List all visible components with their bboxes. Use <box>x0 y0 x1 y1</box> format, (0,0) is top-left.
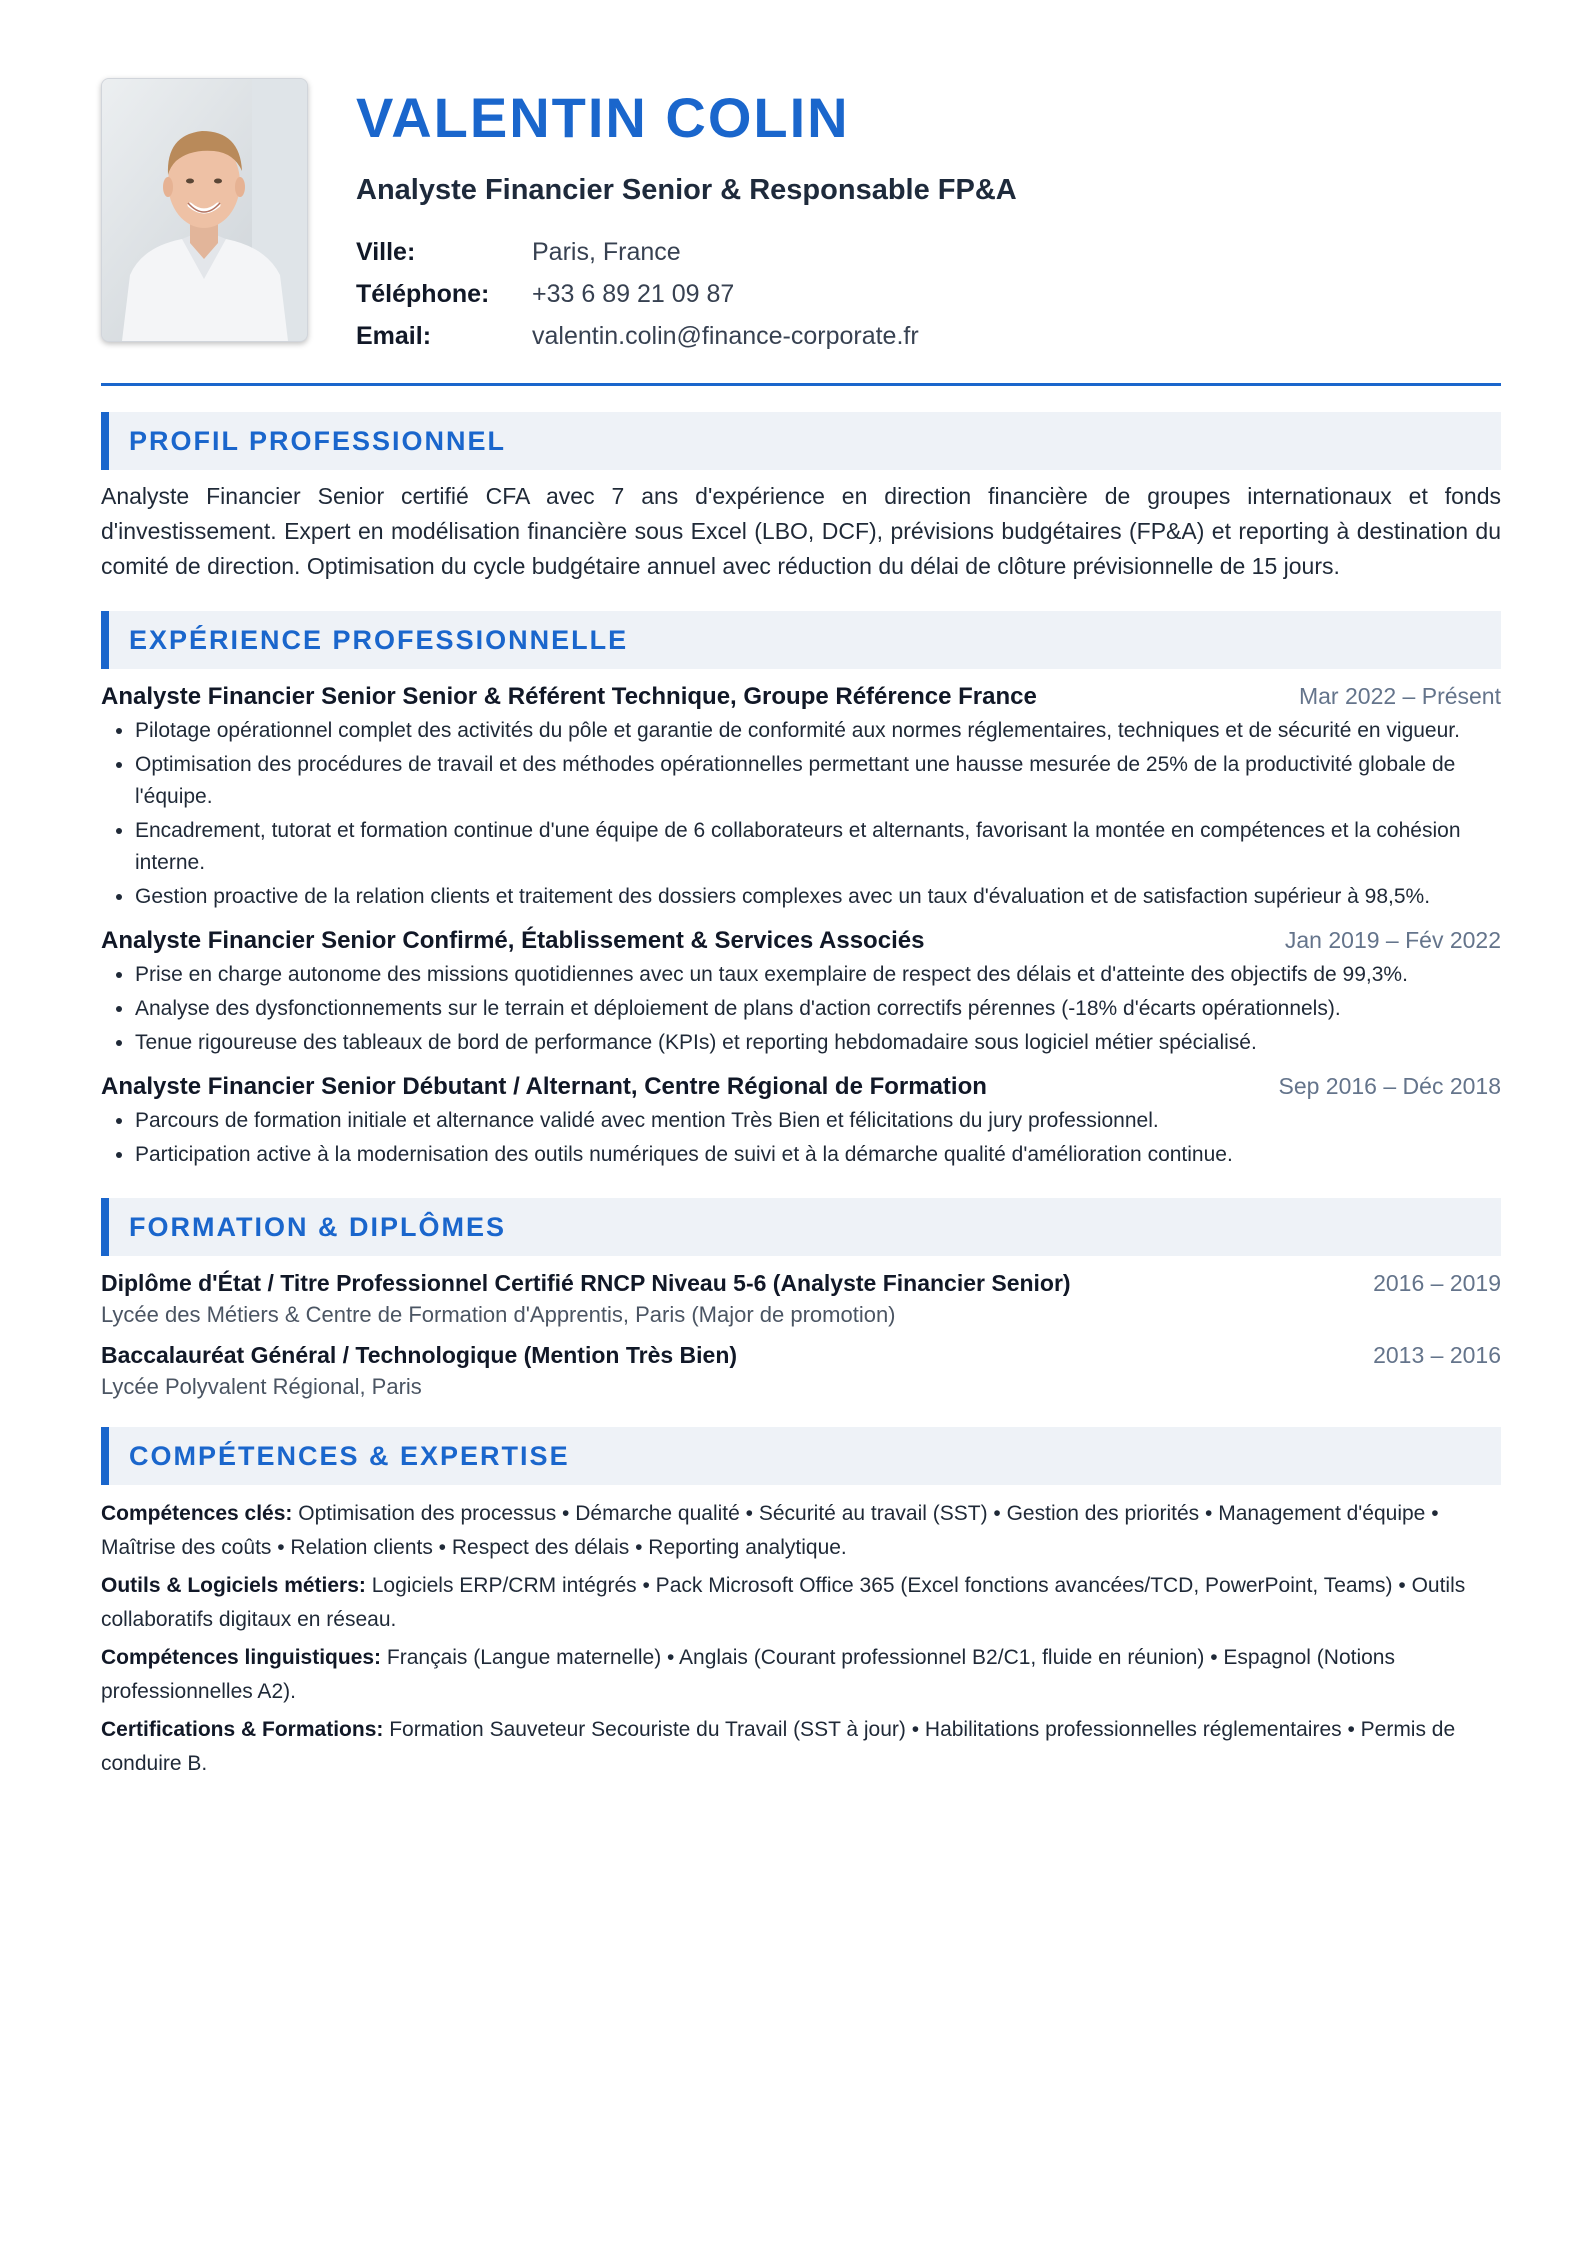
job-bullets <box>101 959 1501 1059</box>
job-entry <box>101 683 1501 913</box>
contact-label: Téléphone: <box>356 279 490 308</box>
job-bullets <box>101 1105 1501 1171</box>
education-dates: 2013 – 2016 <box>1373 1342 1501 1368</box>
candidate-name: VALENTIN COLIN <box>356 86 850 149</box>
skill-text: Français (Langue maternelle) • Anglais (Courant professionnel B2/C1, fluide en réunion) • Espagnol (Notions professionnelles A2). <box>101 1646 1395 1703</box>
education-title: Baccalauréat Général / Technologique (Mention Très Bien) <box>101 1342 738 1368</box>
contact-list <box>356 231 1017 357</box>
job-dates: Mar 2022 – Présent <box>1298 683 1501 709</box>
education-school: Lycée des Métiers & Centre de Formation d'Apprentis, Paris (Major de promotion) <box>101 1302 896 1327</box>
education-dates: 2016 – 2019 <box>1373 1270 1501 1296</box>
job-dates: Jan 2019 – Fév 2022 <box>1284 927 1501 953</box>
section-title-education: FORMATION & DIPLÔMES <box>101 1198 1501 1256</box>
skill-text: Logiciels ERP/CRM intégrés • Pack Microsoft Office 365 (Excel fonctions avancées/TCD, PowerPoint, Teams) • Outils collaboratifs digitaux en réseau. <box>101 1574 1466 1631</box>
resume-header <box>101 78 1501 386</box>
education-title: Diplôme d'État / Titre Professionnel Certifié RNCP Niveau 5-6 (Analyste Financier Senior) <box>101 1270 1071 1296</box>
contact-row-email <box>356 315 1017 357</box>
contact-value: valentin.colin@finance-corporate.fr <box>532 321 919 350</box>
job-bullet: • Encadrement, tutorat et formation continue d'une équipe de 6 collaborateurs et alternants, favorisant la montée en compétences et la cohésion interne. <box>135 815 1501 879</box>
job-bullet: • Participation active à la modernisation des outils numériques de suivi et à la démarche qualité d'amélioration continue. <box>135 1139 1501 1171</box>
skill-row <box>101 1497 1501 1565</box>
education-header <box>101 1342 1501 1369</box>
contact-value: +33 6 89 21 09 87 <box>532 279 735 308</box>
contact-row-city <box>356 231 1017 273</box>
skill-label: Certifications & Formations: <box>101 1718 390 1741</box>
job-entry <box>101 927 1501 1059</box>
job-bullet: • Parcours de formation initiale et alternance validé avec mention Très Bien et félicitations du jury professionnel. <box>135 1105 1501 1137</box>
skill-text: Optimisation des processus • Démarche qualité • Sécurité au travail (SST) • Gestion des priorités • Management d'équipe • Maîtrise des coûts • Relation clients • Respect des délais • Reporting analytique. <box>101 1502 1439 1559</box>
section-title-profile: PROFIL PROFESSIONNEL <box>101 412 1501 470</box>
contact-value: Paris, France <box>532 237 681 266</box>
job-header <box>101 1073 1501 1101</box>
job-bullet: • Gestion proactive de la relation clients et traitement des dossiers complexes avec un taux d'évaluation et de satisfaction supérieur à 98,5%. <box>135 881 1501 913</box>
skill-row <box>101 1569 1501 1637</box>
header-info <box>356 78 1017 357</box>
job-bullets <box>101 715 1501 913</box>
contact-label: Ville: <box>356 237 416 266</box>
section-title-skills: COMPÉTENCES & EXPERTISE <box>101 1427 1501 1485</box>
job-bullet: • Tenue rigoureuse des tableaux de bord de performance (KPIs) et reporting hebdomadaire sous logiciel métier spécialisé. <box>135 1027 1501 1059</box>
education-header <box>101 1270 1501 1297</box>
job-title: Analyste Financier Senior Débutant / Alternant, Centre Régional de Formation <box>101 1073 987 1100</box>
contact-row-phone <box>356 273 1017 315</box>
skill-label: Compétences clés: <box>101 1502 299 1525</box>
education-entry <box>101 1342 1501 1400</box>
job-title: Analyste Financier Senior Confirmé, Établissement & Services Associés <box>101 927 925 954</box>
skill-row <box>101 1713 1501 1781</box>
skill-label: Outils & Logiciels métiers: <box>101 1574 372 1597</box>
job-bullet: • Optimisation des procédures de travail et des méthodes opérationnelles permettant une hausse mesurée de 25% de la productivité globale de l'équipe. <box>135 749 1501 813</box>
job-bullet: • Pilotage opérationnel complet des activités du pôle et garantie de conformité aux normes réglementaires, techniques et de sécurité en vigueur. <box>135 715 1501 747</box>
skills-list <box>101 1497 1501 1781</box>
skill-label: Compétences linguistiques: <box>101 1646 387 1669</box>
job-bullet: • Analyse des dysfonctionnements sur le terrain et déploiement de plans d'action correctifs pérennes (-18% d'écarts opérationnels). <box>135 993 1501 1025</box>
skill-text: Formation Sauveteur Secouriste du Travail (SST à jour) • Habilitations professionnelles réglementaires • Permis de conduire B. <box>101 1718 1456 1775</box>
job-header <box>101 927 1501 955</box>
candidate-headline: Analyste Financier Senior & Responsable FP&A <box>356 174 1017 206</box>
job-entry <box>101 1073 1501 1171</box>
education-entry <box>101 1270 1501 1328</box>
contact-label: Email: <box>356 321 432 350</box>
job-header <box>101 683 1501 711</box>
job-bullet: • Prise en charge autonome des missions quotidiennes avec un taux exemplaire de respect des délais et d'atteinte des objectifs de 99,3%. <box>135 959 1501 991</box>
job-dates: Sep 2016 – Déc 2018 <box>1278 1073 1501 1099</box>
profile-photo <box>101 78 308 342</box>
job-title: Analyste Financier Senior Senior & Référent Technique, Groupe Référence France <box>101 683 1037 710</box>
profile-summary: Analyste Financier Senior certifié CFA avec 7 ans d'expérience en direction financière de groupes internationaux et fonds d'investissement. Expert en modélisation financière sous Excel (LBO, DCF), prévisions budgétaires (FP&A) et reporting à destination du comité de direction. Optimisation du cycle budgétaire annuel avec réduction du délai de clôture prévisionnelle de 15 jours. <box>101 483 1501 579</box>
skill-row <box>101 1641 1501 1709</box>
section-title-experience: EXPÉRIENCE PROFESSIONNELLE <box>101 611 1501 669</box>
education-school: Lycée Polyvalent Régional, Paris <box>101 1374 422 1399</box>
